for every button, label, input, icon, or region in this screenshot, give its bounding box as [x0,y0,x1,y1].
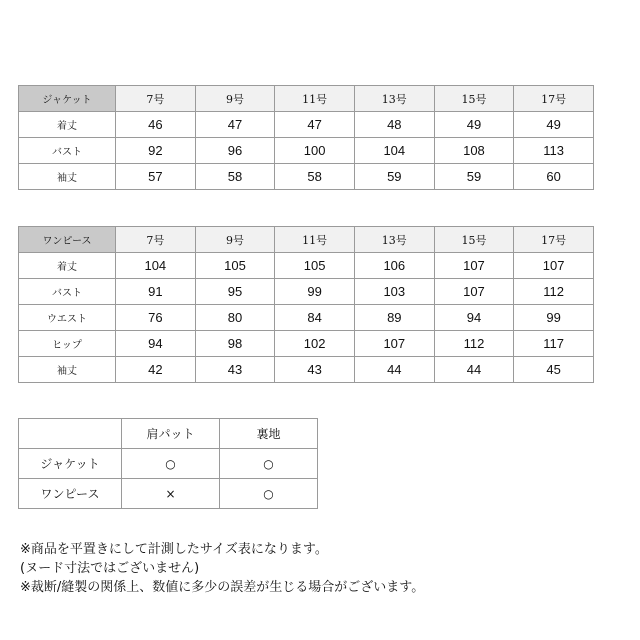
table-row [19,357,594,383]
table-cell: 42 [116,357,196,383]
table-row [19,253,594,279]
column-header: 肩パット [122,419,220,449]
size-header: 13号 [354,86,434,112]
size-header: 15号 [434,227,514,253]
row-label: ウエスト [19,305,116,331]
table-cell: 117 [514,331,594,357]
row-label: バスト [19,279,116,305]
table-cell: 60 [514,164,594,190]
table-cell: 49 [434,112,514,138]
table-cell: ○ [220,449,318,479]
table-row [19,279,594,305]
row-label: 着丈 [19,112,116,138]
table-cell: 47 [195,112,275,138]
row-label: 袖丈 [19,164,116,190]
feature-table [18,418,318,509]
table-row [19,305,594,331]
size-header: 7号 [116,86,196,112]
row-label: 着丈 [19,253,116,279]
size-header: 9号 [195,86,275,112]
table-cell: 57 [116,164,196,190]
table-cell: 113 [514,138,594,164]
table-row [19,479,318,509]
table-cell: 99 [275,279,355,305]
table-cell: 76 [116,305,196,331]
table-cell: 94 [116,331,196,357]
table-cell: 92 [116,138,196,164]
note-line: ※商品を平置きにして計測したサイズ表になります。 [20,542,328,557]
table-cell: 105 [275,253,355,279]
table-header-row [19,227,594,253]
table-cell: 49 [514,112,594,138]
table-cell: 112 [434,331,514,357]
table-cell: ○ [220,479,318,509]
row-label: ジャケット [19,449,122,479]
size-header: 17号 [514,86,594,112]
table-cell: 46 [116,112,196,138]
note-line: (ヌード寸法ではございません) [20,561,200,576]
table-cell: 94 [434,305,514,331]
table-cell: 59 [434,164,514,190]
table-row [19,331,594,357]
jacket-size-table [18,85,594,190]
table-cell: 95 [195,279,275,305]
table-cell: × [122,479,220,509]
notes [20,540,424,597]
table-cell: 91 [116,279,196,305]
table-cell: 43 [195,357,275,383]
table-cell: 84 [275,305,355,331]
table-cell: 48 [354,112,434,138]
table-cell: 89 [354,305,434,331]
table-cell: 107 [434,253,514,279]
table-header-row [19,419,318,449]
table-cell: 44 [434,357,514,383]
note-line: ※裁断/縫製の関係上、数値に多少の誤差が生じる場合がございます。 [20,580,425,595]
table-cell: 104 [116,253,196,279]
table-row [19,164,594,190]
table-row [19,138,594,164]
table-cell: 99 [514,305,594,331]
size-header: 11号 [275,86,355,112]
table-cell: 108 [434,138,514,164]
table-row [19,449,318,479]
row-label: バスト [19,138,116,164]
table-cell: 103 [354,279,434,305]
table-corner-cell [19,419,122,449]
table-cell: 107 [434,279,514,305]
column-header: 裏地 [220,419,318,449]
table-row [19,112,594,138]
table-cell: 100 [275,138,355,164]
table-cell: 107 [514,253,594,279]
table-cell: 106 [354,253,434,279]
table-cell: 96 [195,138,275,164]
size-header: 11号 [275,227,355,253]
table-cell: 105 [195,253,275,279]
table-cell: 98 [195,331,275,357]
table-cell: 47 [275,112,355,138]
table-cell: 58 [275,164,355,190]
size-header: 7号 [116,227,196,253]
table-cell: 104 [354,138,434,164]
size-header: 15号 [434,86,514,112]
table-cell: 45 [514,357,594,383]
row-label: ヒップ [19,331,116,357]
table-header-row [19,86,594,112]
row-label: ワンピース [19,479,122,509]
table-cell: ○ [122,449,220,479]
table-cell: 59 [354,164,434,190]
table-cell: 44 [354,357,434,383]
table-cell: 112 [514,279,594,305]
table-corner-label: ジャケット [19,86,116,112]
table-cell: 102 [275,331,355,357]
row-label: 袖丈 [19,357,116,383]
table-cell: 107 [354,331,434,357]
onepiece-size-table [18,226,594,383]
table-cell: 43 [275,357,355,383]
size-header: 9号 [195,227,275,253]
table-corner-label: ワンピース [19,227,116,253]
size-header: 13号 [354,227,434,253]
table-cell: 80 [195,305,275,331]
size-header: 17号 [514,227,594,253]
table-cell: 58 [195,164,275,190]
